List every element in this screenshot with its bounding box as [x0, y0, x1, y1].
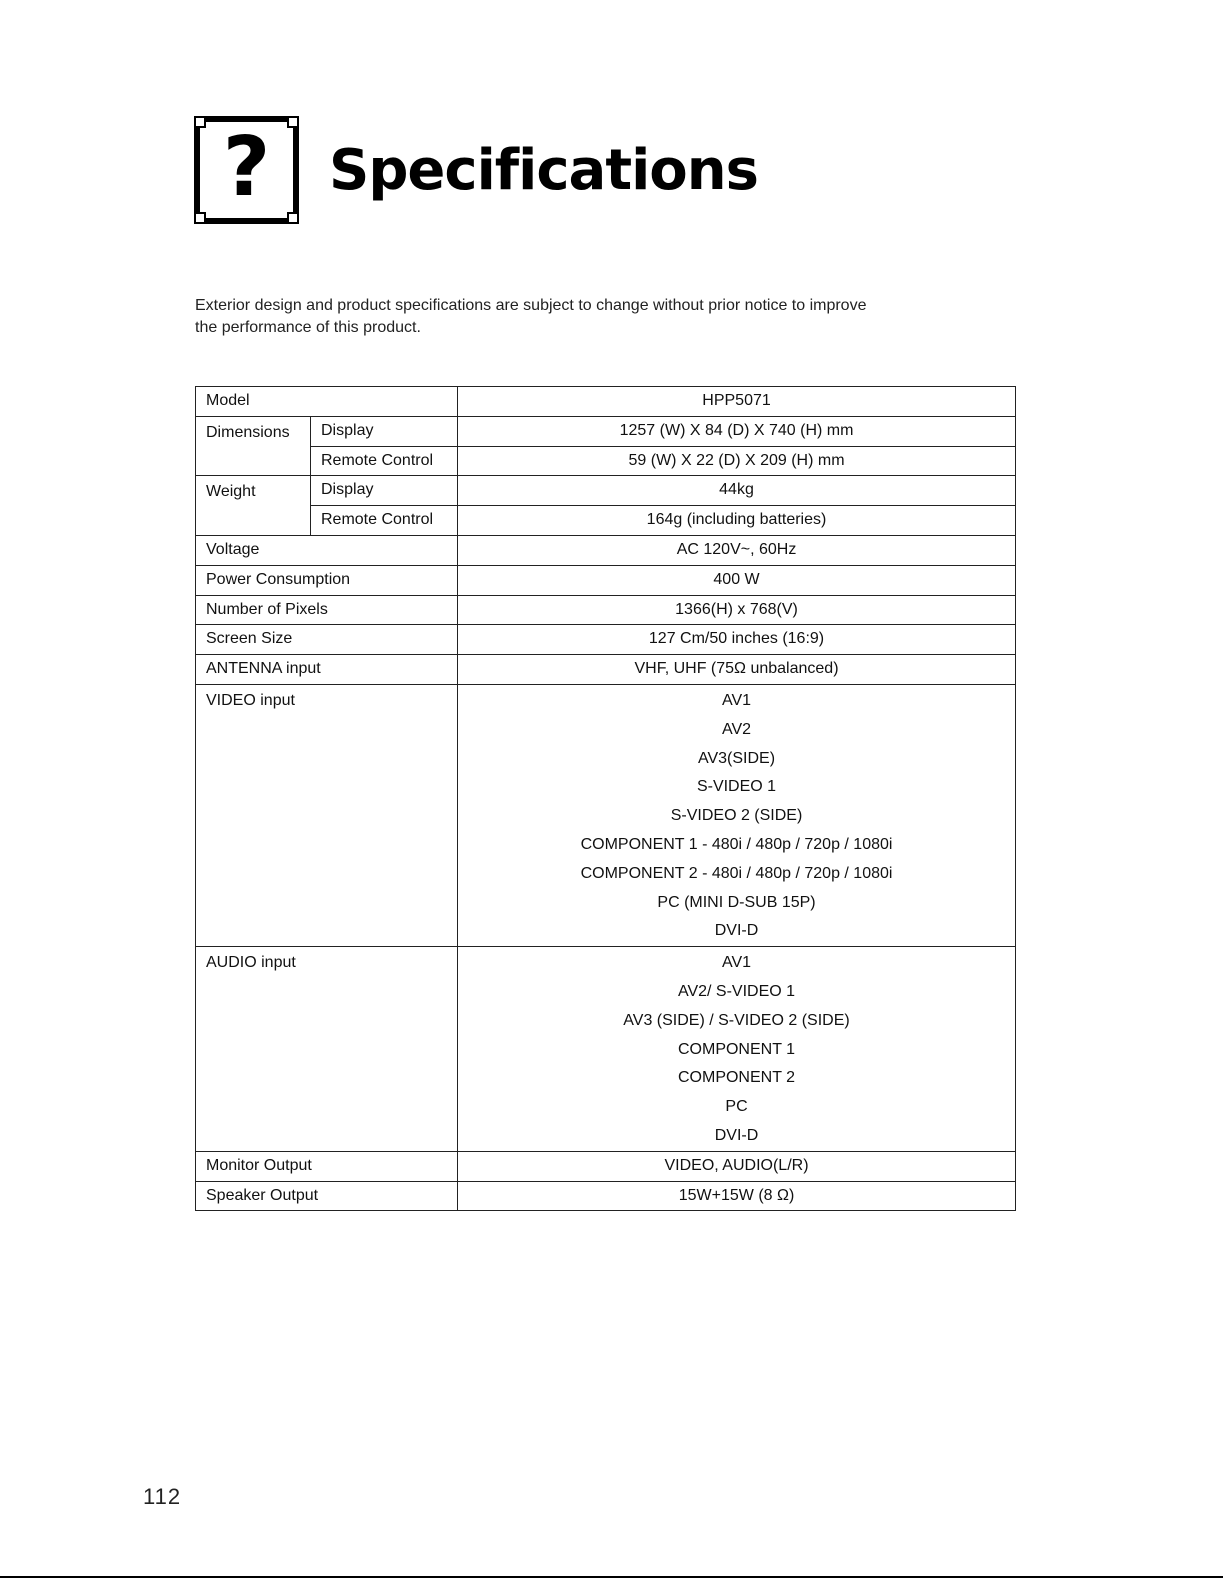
icon-corner [194, 212, 206, 224]
list-item: S-VIDEO 1 [696, 778, 777, 796]
row-label: Speaker Output [196, 1181, 458, 1211]
row-label: AUDIO input [196, 947, 458, 1152]
table-row-voltage [196, 535, 1016, 565]
intro-line-1: Exterior design and product specifications are subject to change without prior notice to improve [195, 297, 867, 314]
intro-paragraph [195, 295, 975, 339]
icon-corner [287, 212, 299, 224]
row-label: Weight [196, 476, 311, 536]
row-label: Dimensions [196, 416, 311, 476]
table-row-screen-size [196, 625, 1016, 655]
list-item: DVI-D [714, 1126, 759, 1144]
row-value: HPP5071 [458, 387, 1016, 417]
list-item: AV2 [721, 720, 752, 738]
list-item: AV2/ S-VIDEO 1 [677, 982, 796, 1000]
page-number: 112 [143, 1484, 182, 1509]
list-item: COMPONENT 2 - 480i / 480p / 720p / 1080i [580, 864, 893, 882]
row-label: Model [196, 387, 458, 417]
table-row-dimensions-display [196, 416, 1016, 446]
question-mark-icon [194, 116, 299, 224]
table-row-weight-remote [196, 506, 1016, 536]
table-row-model [196, 387, 1016, 417]
table-row-video-input [196, 684, 1016, 946]
row-value: 127 Cm/50 inches (16:9) [458, 625, 1016, 655]
table-row-monitor-output [196, 1151, 1016, 1181]
table-row-antenna [196, 655, 1016, 685]
list-item: AV1 [721, 954, 752, 972]
list-item: DVI-D [714, 922, 759, 940]
page-title: Specifications [329, 137, 758, 203]
row-sublabel: Remote Control [311, 446, 458, 476]
row-label: Number of Pixels [196, 595, 458, 625]
row-value: 15W+15W (8 Ω) [458, 1181, 1016, 1211]
row-value: 44kg [458, 476, 1016, 506]
list-item: COMPONENT 1 - 480i / 480p / 720p / 1080i [580, 835, 893, 853]
list-item: COMPONENT 2 [677, 1069, 796, 1087]
list-item: S-VIDEO 2 (SIDE) [670, 807, 803, 825]
row-value: VHF, UHF (75Ω unbalanced) [458, 655, 1016, 685]
table-row-pixels [196, 595, 1016, 625]
intro-line-2: the performance of this product. [195, 319, 421, 336]
list-item: AV1 [721, 691, 752, 709]
icon-corner [287, 116, 299, 128]
row-label: Power Consumption [196, 565, 458, 595]
row-value-list [458, 684, 1016, 946]
list-item: AV3(SIDE) [697, 749, 776, 767]
table-row-weight-display [196, 476, 1016, 506]
table-row-dimensions-remote [196, 446, 1016, 476]
row-label: Monitor Output [196, 1151, 458, 1181]
question-mark-glyph: ? [222, 120, 271, 215]
row-value: 400 W [458, 565, 1016, 595]
page-header [194, 116, 758, 224]
row-label: ANTENNA input [196, 655, 458, 685]
row-sublabel: Display [311, 416, 458, 446]
icon-corner [194, 116, 206, 128]
row-label: VIDEO input [196, 684, 458, 946]
row-value: 59 (W) X 22 (D) X 209 (H) mm [458, 446, 1016, 476]
list-item: PC (MINI D-SUB 15P) [657, 893, 816, 911]
table-row-power [196, 565, 1016, 595]
row-value: 164g (including batteries) [458, 506, 1016, 536]
row-value: AC 120V~, 60Hz [458, 535, 1016, 565]
row-value: VIDEO, AUDIO(L/R) [458, 1151, 1016, 1181]
row-sublabel: Remote Control [311, 506, 458, 536]
row-label: Voltage [196, 535, 458, 565]
specifications-table [195, 386, 1016, 1211]
bottom-divider [0, 1576, 1223, 1578]
table-row-audio-input [196, 947, 1016, 1152]
row-value: 1366(H) x 768(V) [458, 595, 1016, 625]
row-value-list [458, 947, 1016, 1152]
list-item: COMPONENT 1 [677, 1040, 796, 1058]
table-row-speaker-output [196, 1181, 1016, 1211]
row-label: Screen Size [196, 625, 458, 655]
list-item: PC [725, 1098, 748, 1116]
row-value: 1257 (W) X 84 (D) X 740 (H) mm [458, 416, 1016, 446]
row-sublabel: Display [311, 476, 458, 506]
list-item: AV3 (SIDE) / S-VIDEO 2 (SIDE) [623, 1011, 850, 1029]
